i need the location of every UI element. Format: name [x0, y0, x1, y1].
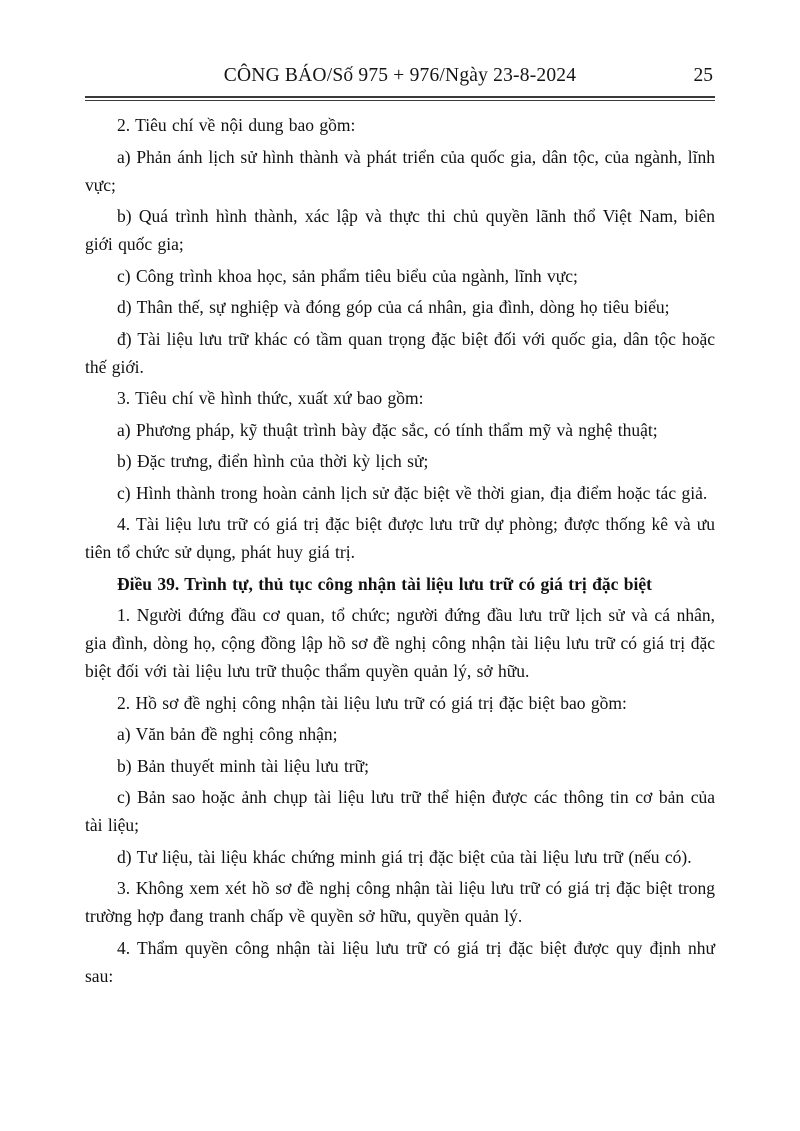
document-body: [85, 111, 715, 990]
gazette-header-title: CÔNG BÁO/Số 975 + 976/Ngày 23-8-2024: [223, 65, 577, 86]
paragraph: 4. Tài liệu lưu trữ có giá trị đặc biệt được lưu trữ dự phòng; được thống kê và ưu tiên tổ chức sử dụng, phát huy giá trị.: [85, 514, 715, 562]
paragraph: b) Bản thuyết minh tài liệu lưu trữ;: [117, 755, 369, 776]
paragraph: 4. Thẩm quyền công nhận tài liệu lưu trữ có giá trị đặc biệt được quy định như sau:: [85, 937, 715, 986]
paragraph: 1. Người đứng đầu cơ quan, tổ chức; người đứng đầu lưu trữ lịch sử và cá nhân, gia đình, dòng họ, cộng đồng lập hồ sơ đề nghị công nhận tài liệu lưu trữ có giá trị đặc biệt đối với tài liệu lưu trữ thuộc thẩm quyền quản lý, sở hữu.: [85, 605, 715, 681]
paragraph: c) Hình thành trong hoàn cảnh lịch sử đặc biệt về thời gian, địa điểm hoặc tác giả.: [117, 482, 708, 503]
page-header: [85, 62, 715, 89]
paragraph: 2. Tiêu chí về nội dung bao gồm:: [117, 115, 356, 135]
paragraph: a) Phương pháp, kỹ thuật trình bày đặc sắc, có tính thẩm mỹ và nghệ thuật;: [117, 419, 658, 440]
paragraph: a) Phản ánh lịch sử hình thành và phát triển của quốc gia, dân tộc, của ngành, lĩnh vực;: [85, 146, 715, 195]
paragraph: c) Công trình khoa học, sản phẩm tiêu biểu của ngành, lĩnh vực;: [117, 265, 578, 286]
header-divider-rule: [85, 96, 715, 101]
paragraph: 3. Không xem xét hồ sơ đề nghị công nhận tài liệu lưu trữ có giá trị đặc biệt trong trường hợp đang tranh chấp về quyền sở hữu, quyền quản lý.: [85, 878, 715, 926]
paragraph: c) Bản sao hoặc ảnh chụp tài liệu lưu trữ thể hiện được các thông tin cơ bản của tài liệu;: [85, 787, 715, 835]
page-number: 25: [693, 65, 713, 86]
paragraph: d) Thân thế, sự nghiệp và đóng góp của cá nhân, gia đình, dòng họ tiêu biểu;: [117, 297, 670, 317]
paragraph: a) Văn bản đề nghị công nhận;: [117, 724, 338, 744]
paragraph: 2. Hồ sơ đề nghị công nhận tài liệu lưu trữ có giá trị đặc biệt bao gồm:: [117, 692, 627, 713]
paragraph: b) Đặc trưng, điển hình của thời kỳ lịch sử;: [117, 451, 429, 471]
paragraph: 3. Tiêu chí về hình thức, xuất xứ bao gồm:: [117, 388, 424, 408]
paragraph: d) Tư liệu, tài liệu khác chứng minh giá trị đặc biệt của tài liệu lưu trữ (nếu có).: [117, 846, 692, 867]
article-heading: Điều 39. Trình tự, thủ tục công nhận tài liệu lưu trữ có giá trị đặc biệt: [117, 573, 652, 594]
paragraph: đ) Tài liệu lưu trữ khác có tầm quan trọng đặc biệt đối với quốc gia, dân tộc hoặc thế giới.: [85, 328, 715, 377]
paragraph: b) Quá trình hình thành, xác lập và thực thi chủ quyền lãnh thổ Việt Nam, biên giới quốc gia;: [85, 206, 715, 254]
